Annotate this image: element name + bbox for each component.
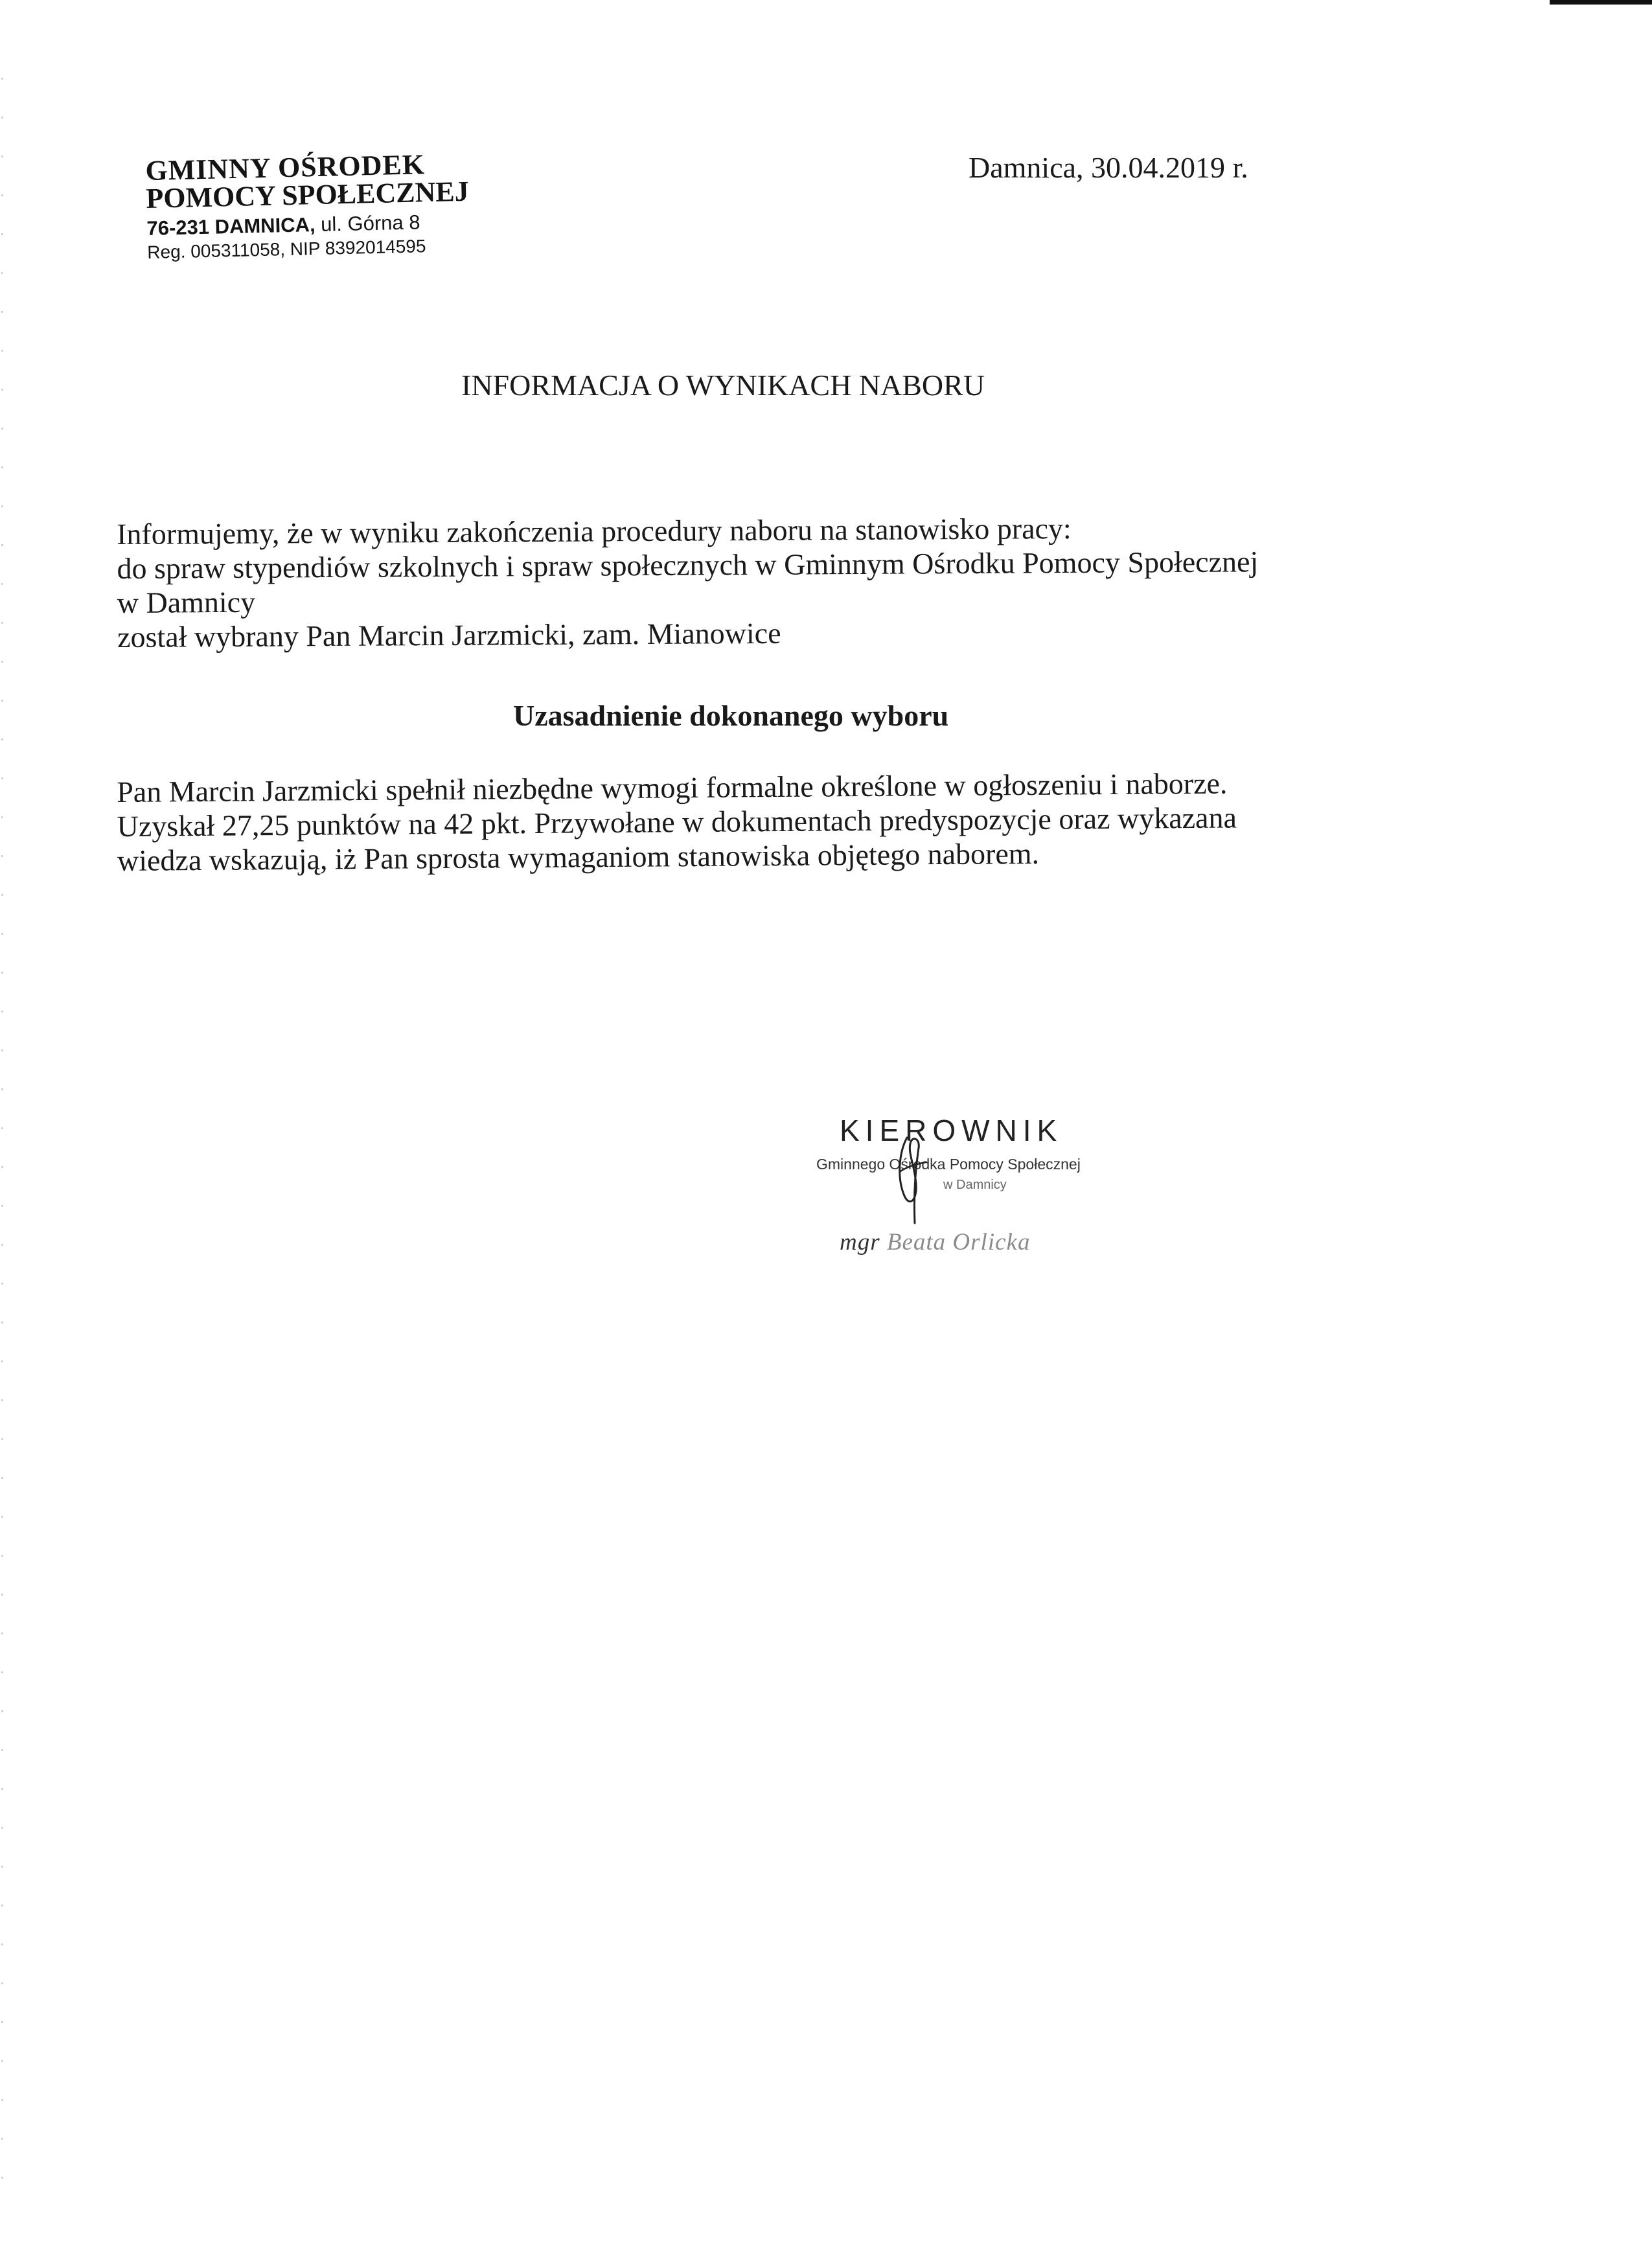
- stamp-postal-city: 76-231 DAMNICA,: [146, 213, 315, 240]
- signature-institution: Gminnego Ośrodka Pomocy Społecznej: [816, 1156, 1081, 1173]
- stamp-registry: Reg. 005311058, NIP 8392014595: [146, 236, 426, 262]
- signatory-name: [840, 1228, 1030, 1256]
- paragraph-announcement: [117, 511, 1259, 656]
- signature-stamp: [816, 1113, 1153, 1268]
- signature-title: KIEROWNIK: [840, 1114, 1063, 1147]
- paragraph-line: w Damnicy: [117, 585, 256, 619]
- document-date: Damnica, 30.04.2019 r.: [969, 151, 1248, 184]
- signature-location: w Damnicy: [943, 1178, 1007, 1192]
- stamp-institution-line1: GMINNY OŚRODEK: [144, 148, 426, 187]
- scan-corner-mark: [1550, 0, 1652, 5]
- scan-edge-artifact: [1, 78, 3, 2216]
- paragraph-justification: [117, 767, 1237, 879]
- handwritten-signature-icon: [888, 1132, 939, 1230]
- paragraph-line: Pan Marcin Jarzmicki spełnił niezbędne wymogi formalne określone w ogłoszeniu i naborze.: [116, 766, 1228, 808]
- institution-stamp: [145, 149, 485, 264]
- signatory-fullname: Beata Orlicka: [886, 1229, 1031, 1255]
- document-title: INFORMACJA O WYNIKACH NABORU: [461, 369, 985, 402]
- stamp-street: ul. Górna 8: [320, 211, 420, 236]
- paragraph-line: do spraw stypendiów szkolnych i spraw społecznych w Gminnym Ośrodku Pomocy Społecznej: [117, 545, 1259, 585]
- paragraph-line: Uzyskał 27,25 punktów na 42 pkt. Przywołane w dokumentach predyspozycje oraz wykazana: [117, 801, 1237, 843]
- paragraph-line: Informujemy, że w wyniku zakończenia procedury naboru na stanowisko pracy:: [116, 511, 1072, 551]
- stamp-institution-line2: POMOCY SPOŁECZNEJ: [145, 175, 470, 214]
- justification-heading: Uzasadnienie dokonanego wyboru: [513, 699, 949, 732]
- paragraph-line: został wybrany Pan Marcin Jarzmicki, zam. Mianowice: [117, 616, 781, 654]
- paragraph-line: wiedza wskazują, iż Pan sprosta wymaganiom stanowiska objętego naborem.: [117, 836, 1040, 877]
- signatory-prefix: mgr: [840, 1229, 880, 1255]
